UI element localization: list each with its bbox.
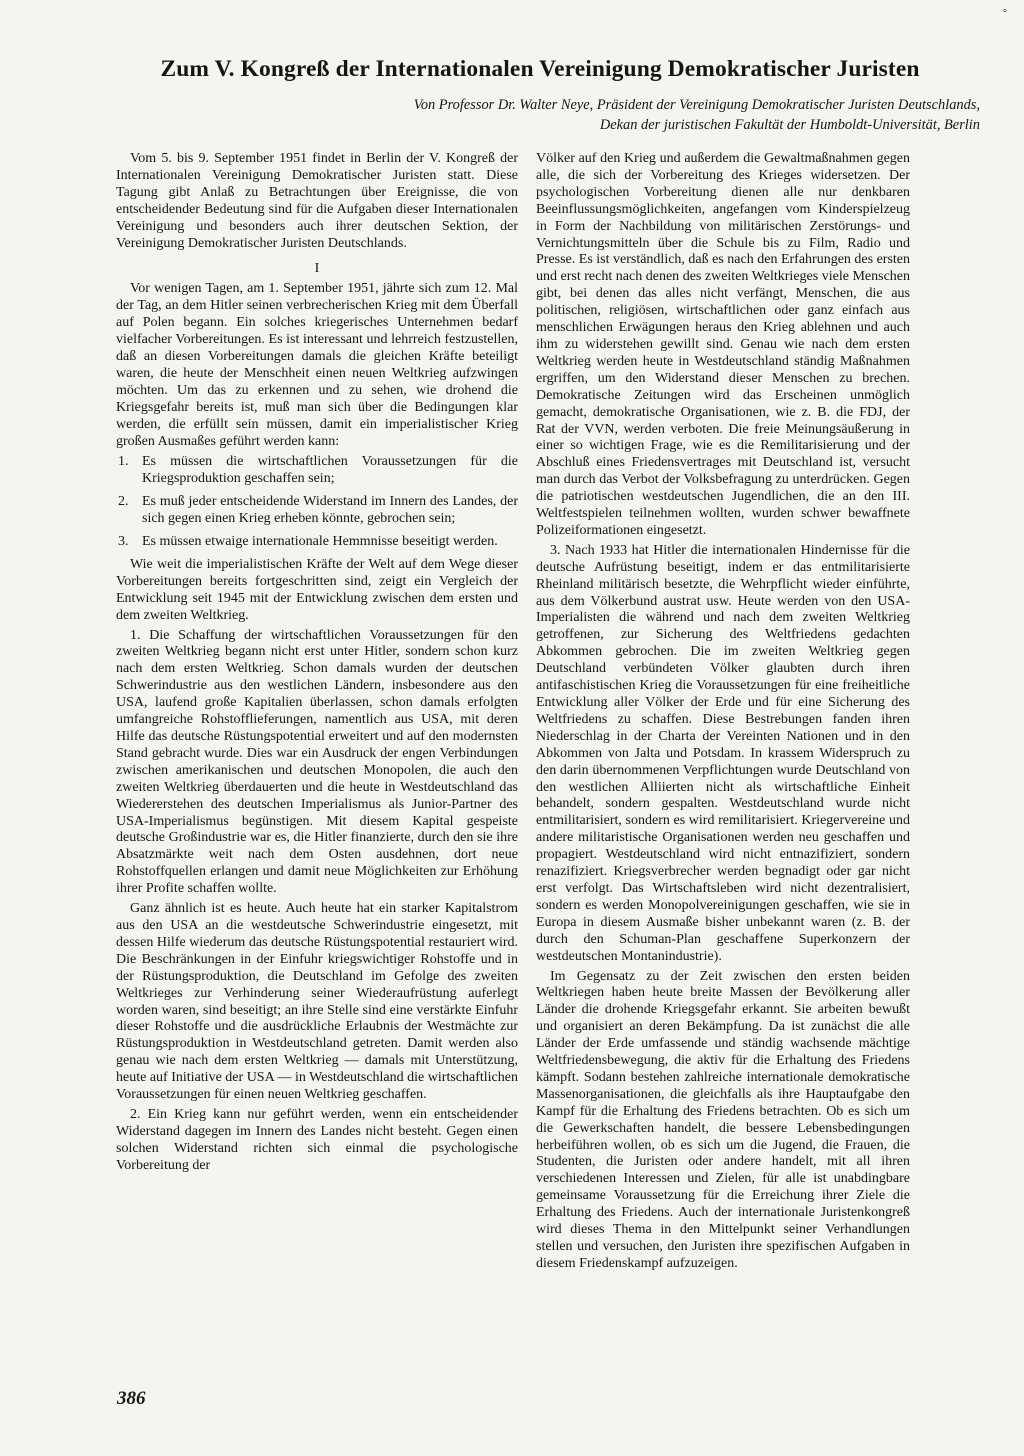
list-item	[116, 494, 518, 528]
list-item-number: 2.	[118, 494, 129, 510]
body-paragraph: Wie weit die imperialistischen Kräfte der Welt auf dem Wege dieser Vorbereitungen bereits fortgeschritten sind, zeigt ein Vergleich der Entwicklung seit 1945 mit der Entwicklung zwischen dem ersten und dem zweiten Weltkrieg.	[116, 556, 518, 623]
byline-line-2: Dekan der juristischen Fakultät der Humboldt-Universität, Berlin	[599, 117, 980, 133]
list-item-number: 3.	[118, 534, 129, 550]
right-column	[536, 151, 910, 1276]
list-item-number: 1.	[118, 454, 129, 470]
section-number: I	[314, 261, 320, 277]
list-item-text: Es müssen etwaige internationale Hemmnisse beseitigt werden.	[142, 534, 498, 550]
list-item-text: Es müssen die wirtschaftlichen Voraussetzungen für die Kriegsproduktion geschaffen sein;	[142, 454, 518, 487]
byline-line-1: Von Professor Dr. Walter Neye, Präsident der Vereinigung Demokratischer Juristen Deutschlands,	[413, 97, 980, 113]
author-byline	[90, 95, 980, 135]
body-paragraph: Völker auf den Krieg und außerdem die Gewaltmaßnahmen gegen alle, die sich der Vorbereitung des Krieges widersetzen. Der psychologischen Vorbereitung dienen alle nur denkbaren Beeinflussungsmöglichkeiten, angefangen vom Kinderspielzeug in Form der Nachbildung von militärischen Zerstörungs- und Vernichtungsmitteln über die Schule bis zu Film, Radio und Presse. Es ist verständlich, daß es nach den Erfahrungen des ersten und erst recht nach denen des zweiten Weltkrieges viele Menschen gibt, bei denen das alles nicht verfängt, Menschen, die aus politischen, religiösen, wirtschaftlichen oder ganz einfach aus menschlichen Erwägungen heraus den Krieg ablehnen und auch ihm zu widerstehen gewillt sind. Genau wie nach dem ersten Weltkrieg werden heute in Westdeutschland ständig Maßnahmen ergriffen, um den Widerstand dieser Menschen zu brechen. Demokratische Zeitungen wird das Erscheinen unmöglich gemacht, demokratische Organisationen, wie z. B. die FDJ, der Rat der VVN, werden verboten. Die freie Meinungsäußerung in einer so wichtigen Frage, wie es die Remilitarisierung und der Abschluß eines Friedensvertrages mit Deutschland ist, versucht man durch das Verbot der Volksbefragung zu unterdrücken. Gegen die patriotischen westdeutschen Jugendlichen, die an den III. Weltfestspielen teilnehmen wollten, wurden schwer bewaffnete Polizeiformationen eingesetzt.	[536, 151, 910, 538]
left-column	[116, 151, 518, 1178]
body-paragraph: Ganz ähnlich ist es heute. Auch heute hat ein starker Kapitalstrom aus den USA an die westdeutsche Schwerindustrie eingesetzt, mit dessen Hilfe wiederum das deutsche Rüstungspotential restauriert wird. Die Beschränkungen in der Einfuhr kriegswichtiger Rohstoffe und in der Rüstungsproduktion, die Deutschland im Gefolge des zweiten Weltkrieges zur Verhinderung seiner Wiederaufrüstung auferlegt worden waren, sind beseitigt; an ihre Stelle sind eine verstärkte Einfuhr dieser Rohstoffe und die ausdrückliche Erlaubnis der Westmächte zur Rüstungsproduktion in Westdeutschland getreten. Damit werden also genau wie nach dem ersten Weltkrieg — damals mit Unterstützung, heute auf Initiative der USA — in Westdeutschland die wirtschaftlichen Voraussetzungen für einen neuen Weltkrieg geschaffen.	[116, 901, 518, 1103]
list-item	[116, 454, 518, 488]
corner-mark: °	[1003, 8, 1007, 19]
list-item	[116, 534, 518, 551]
conditions-list	[116, 454, 518, 551]
page-number: 386	[117, 1388, 146, 1409]
body-paragraph: 3. Nach 1933 hat Hitler die internationalen Hindernisse für die deutsche Aufrüstung beseitigt, indem er das entmilitarisierte Rheinland militärisch besetzte, die Wehrpflicht wieder einführte, aus dem Völkerbund austrat usw. Heute werden von den USA-Imperialisten die während und nach dem zweiten Weltkrieg getroffenen, zur Sicherung des Weltfriedens gedachten Abkommen gebrochen. Die im zweiten Weltkrieg gegen Deutschland verbündeten Völker glaubten durch ihren antifaschistischen Krieg die Voraussetzungen für eine freiheitliche Entwicklung aller Völker der Erde und für eine Sicherung des Weltfriedens zu schaffen. Diese Bestrebungen fanden ihren Niederschlag in der Charta der Vereinten Nationen und in den Abkommen von Jalta und Potsdam. In krassem Widerspruch zu den darin übernommenen Verpflichtungen wurde Deutschland von den westlichen Alliierten nicht als wirtschaftliche Einheit behandelt, sondern gespalten. Westdeutschland wurde nicht entmilitarisiert, sondern es wird remilitarisiert. Kriegervereine und andere militaristische Organisationen werden neu geschaffen und propagiert. Westdeutschland wird nicht entnazifiziert, sondern renazifiziert. Kriegsverbrecher werden begnadigt oder gar nicht erst verfolgt. Das Wirtschaftsleben wird nicht dezentralisiert, sondern es werden Monopolvereinigungen geschaffen, wie sie in Europa in diesem Ausmaße bisher unbekannt waren (z. B. der durch den Schuman-Plan geschaffene Superkonzern der westdeutschen Montanindustrie).	[536, 542, 910, 964]
body-paragraph: 1. Die Schaffung der wirtschaftlichen Voraussetzungen für den zweiten Weltkrieg begann nicht erst unter Hitler, sondern schon kurz nach dem ersten Weltkrieg. Schon damals wurden der deutschen Schwerindustrie aus den westlichen Ländern, insbesondere aus den USA, laufend große Kapitalien überlassen, schon damals erfolgten umfangreiche Rohstofflieferungen, namentlich aus USA, mit deren Hilfe das deutsche Rüstungspotential erweitert und auf den modernsten Stand gebracht wurde. Dies war ein Ausdruck der engen Verbindungen zwischen amerikanischen und deutschen Monopolen, die auch den zweiten Weltkrieg überdauerten und die heute in Westdeutschland das Wiedererstehen des deutschen Imperialismus als Junior-Partner des USA-Imperialismus begünstigen. Mit diesem Kapital gespeiste deutsche Großindustrie war es, die Hitler finanzierte, durch den sie ihre Absatzmärkte weit nach dem Osten ausdehnen, dort neue Rohstoffquellen erlangen und damit neue Möglichkeiten zur Erhöhung ihrer Profite schaffen wollte.	[116, 627, 518, 897]
list-item-text: Es muß jeder entscheidende Widerstand im Innern des Landes, der sich gegen einen Krieg erheben könnte, gebrochen sein;	[142, 494, 518, 527]
article-title: Zum V. Kongreß der Internationalen Vereinigung Demokratischer Juristen	[160, 56, 920, 82]
body-paragraph: 2. Ein Krieg kann nur geführt werden, wenn ein entscheidender Widerstand dagegen im Innern des Landes nicht besteht. Gegen einen solchen Widerstand richten sich einmal die psychologische Vorbereitung der	[116, 1106, 518, 1173]
body-paragraph: Im Gegensatz zu der Zeit zwischen den ersten beiden Weltkriegen haben heute breite Massen der Bevölkerung aller Länder die drohende Kriegsgefahr erkannt. Sie arbeiten bewußt und organisiert an deren Bekämpfung. Da ist zunächst die alle Länder der Erde umfassende und ständig wachsende mächtige Weltfriedensbewegung, die aktiv für die Erhaltung des Friedens kämpft. Sodann bestehen zahlreiche internationale demokratische Massenorganisationen, die gleichfalls als ihre Hauptaufgabe den Kampf für die Erhaltung des Friedens betrachten. Ob es sich um die Gewerkschaften handelt, die bessere Lebensbedingungen herbeiführen wollen, ob es sich um die Jugend, die Frauen, die Studenten, die Juristen oder andere handelt, mit all ihren verschiedenen Interessen und Zielen, für alle ist unabdingbare gemeinsame Voraussetzung für die Erreichung ihrer Ziele die Erhaltung des Friedens. Auch der internationale Juristenkongreß wird dieses Thema in den Mittelpunkt seiner Verhandlungen stellen und versuchen, den Juristen ihre spezifischen Aufgaben in diesem Friedenskampf aufzuzeigen.	[536, 968, 910, 1271]
intro-paragraph: Vom 5. bis 9. September 1951 findet in Berlin der V. Kongreß der Internationalen Vereinigung Demokratischer Juristen statt. Diese Tagung gibt Anlaß zu Betrachtungen über Ereignisse, die von entscheidender Bedeutung sind für die Aufgaben dieser Internationalen Vereinigung und besonders auch ihrer deutschen Sektion, der Vereinigung Demokratischer Juristen Deutschlands.	[116, 151, 518, 251]
body-paragraph: Vor wenigen Tagen, am 1. September 1951, jährte sich zum 12. Mal der Tag, an dem Hitler seinen verbrecherischen Krieg mit dem Überfall auf Polen begann. Ein solches kriegerisches Unternehmen bedarf vielfacher Vorbereitungen. Es ist interessant und lehrreich festzustellen, daß an diesen Vorbereitungen damals die gleichen Kräfte beteiligt waren, die heute der Menschheit einen neuen Weltkrieg aufzwingen möchten. Um das zu erkennen und zu sehen, wie drohend die Kriegsgefahr bereits ist, muß man sich über die Bedingungen klar werden, die erfüllt sein müssen, damit ein imperialistischer Krieg großen Ausmaßes geführt werden kann:	[116, 281, 518, 449]
